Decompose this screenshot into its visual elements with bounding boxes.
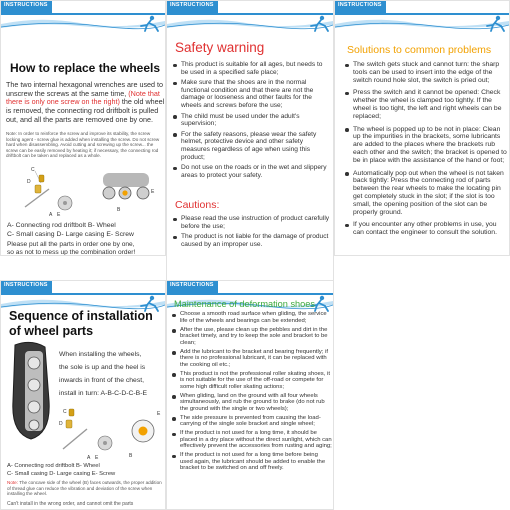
list-item: The side pressure is prevented from causing the load-carrying of the single sole bracket and single wheel;	[172, 415, 332, 428]
instructions-tab: INSTRUCTIONS	[335, 1, 386, 14]
solutions-list	[345, 61, 507, 240]
label-a: A	[87, 455, 91, 461]
list-item: After the use, please clean up the pebbles and dirt in the bracket timely, and try to keep the sole and bracket to be clean;	[172, 327, 332, 347]
warn-line2: so as not to mess up the combination order!	[7, 248, 136, 256]
panel-replace-wheels	[0, 0, 166, 256]
maintenance-list	[172, 311, 332, 475]
parts-legend	[7, 221, 134, 239]
label-e: E	[57, 212, 61, 218]
list-item: Choose a smooth road surface when gliding, the service life of the wheels and bearings can be extended;	[172, 311, 332, 324]
warn-line1: Please put all the parts in order one by one,	[7, 241, 135, 248]
cautions-title: Cautions:	[175, 199, 220, 211]
label-e2: E	[151, 189, 155, 195]
label-e: E	[95, 455, 99, 461]
list-item: Add the lubricant to the bracket and bearing frequently; if there is no professional lubricant, it can be replaced with the cooking oil etc.;	[172, 349, 332, 369]
list-item: The child must be used under the adult's supervision;	[173, 113, 331, 128]
panel-installation-sequence	[0, 280, 166, 510]
note-text: The concave side of the wheel (B) faces outwards, the proper addition of thread glue can reduce the vibration and deviation of the screw when installing the wheel.	[7, 480, 162, 496]
panel-title: Maintenance of deformation shoes	[174, 299, 315, 309]
label-b: B	[117, 207, 121, 213]
panel-title-line1: Sequence of installation	[9, 309, 153, 323]
label-d: D	[27, 179, 31, 185]
cautions-list	[173, 215, 331, 251]
label-e2: E	[157, 411, 161, 417]
instructions-tab: INSTRUCTIONS	[1, 281, 52, 294]
note-one-screw: (Note that there is only one screw on the right)	[6, 88, 160, 107]
order-warning: Can't install in the wrong order, and cannot omit the parts	[7, 501, 134, 507]
list-item: If you encounter any other problems in use, you can contact the engineer to consult the solution.	[345, 221, 507, 237]
replace-instructions	[6, 81, 166, 125]
instructions-tab: INSTRUCTIONS	[167, 281, 218, 294]
list-item: This product is not the professional roller skating shoes, it is not suitable for the use of the off-road or compete for some high difficult roller skating actions;	[172, 371, 332, 391]
legend-line2: C- Small casing D- Large casing E- Screw	[7, 470, 116, 477]
list-item: If the product is not used for a long time before being used again, the lubricant should be added to enable the bracket to be switched on and off freely.	[172, 452, 332, 472]
desc-line: inwards in front of the chest,	[59, 377, 145, 384]
list-item: The wheel is popped up to be not in place: Clean up the impurities in the brackets, some lubricants are added to the places where the brackets rub each other and the switch; the bracket is opened to be in place with the assistance of the hand or foot;	[345, 126, 507, 165]
list-item: Automatically pop out when the wheel is not taken back tightly: Press the connecting rod of parts between the rear wheels to make the locating pin get completely stuck in the slot; if the slot is too small, the opening position of the slot can be properly ground.	[345, 170, 507, 217]
panel-maintenance	[166, 280, 334, 510]
desc-line: When installing the wheels,	[59, 351, 142, 358]
skater-icon	[307, 15, 331, 32]
label-c: C	[63, 409, 67, 415]
list-item: Press the switch and it cannot be opened: Check whether the wheel is clamped too tightly. If the wheel is too tight, the left and right wheels can be replaced;	[345, 89, 507, 120]
list-item: The product is not liable for the damage of product caused by an improper use.	[173, 233, 331, 248]
safety-list	[173, 61, 331, 182]
panel-common-problems	[334, 0, 510, 256]
list-item: For the safety reasons, please wear the safety helmet, protective device and other safety measures regardless of age when using this product;	[173, 131, 331, 161]
skater-icon	[483, 15, 507, 32]
list-item: Do not use on the roads or in the wet and slippery areas to protect your safety.	[173, 164, 331, 179]
label-a: A	[49, 212, 53, 218]
install-description	[59, 348, 147, 400]
panel-title: Safety warning	[175, 40, 265, 55]
shoe-sole-illustration	[5, 341, 57, 443]
para-tail: the old wheel is removed, the connecting rod driftbolt is pulled out, and all the parts are removed one by one.	[6, 97, 165, 124]
list-item: Please read the use instruction of product carefully before the use;	[173, 215, 331, 230]
legend-line1: A- Connecting rod driftbolt B- Wheel	[7, 222, 116, 229]
panel-title: Solutions to common problems	[347, 44, 492, 56]
desc-line: install in turn: A-B-C-D-C-B-E	[59, 390, 147, 397]
list-item: When gliding, land on the ground with all four wheels simultaneously, and rub the ground to brake (do not rub the ground with the single or two wheels);	[172, 393, 332, 413]
large-casing-shape	[35, 185, 41, 193]
list-item: If the product is not used for a long time, it should be placed in a dry place without the direct sunlight, which can effectively prevent the accessories from rusting and aging;	[172, 430, 332, 450]
skate-sole-shape	[103, 173, 149, 187]
screw-glue-note: Note: In order to reinforce the screw and improve its stability, the screw locking agent - screw glue is added when installing the screw. Do not screw hard when disassembling. Avoid cutting and screwing up the screw... the screw can be easily removed by heating it; if necessary, the connecting rod driftbolt can be taken and replaced as a whole.	[6, 131, 160, 158]
panel-title-line2: of wheel parts	[9, 324, 94, 338]
list-item: Make sure that the shoes are in the normal functional condition and that there are not the damage or looseness and other faults for the wheels and screws before the use;	[173, 79, 331, 109]
list-item: This product is suitable for all ages, but needs to be used in a specified safe place;	[173, 61, 331, 76]
instructions-tab: INSTRUCTIONS	[1, 1, 52, 14]
panel-title: How to replace the wheels	[10, 61, 161, 75]
legend-line2: C- Small casing D- Large casing E- Screw	[7, 231, 134, 238]
label-b: B	[129, 453, 133, 459]
list-item: The switch gets stuck and cannot turn: the sharp tools can be used to insert into the edge of the switch round hole slot, the switch is pried out;	[345, 61, 507, 84]
parts-legend	[7, 463, 115, 478]
small-casing-shape	[39, 175, 44, 182]
order-warning	[7, 241, 135, 256]
desc-line: the sole is up and the heel is	[59, 364, 146, 371]
wheel-parts-illustration	[5, 163, 163, 219]
label-c: C	[31, 167, 35, 173]
wheel-parts-illustration	[57, 405, 163, 463]
note-label: Note:	[7, 480, 18, 485]
panel-safety-warning	[166, 0, 334, 282]
para-lead: The two internal hexagonal wrenches are used to unscrew the screws at the same time,	[6, 80, 164, 98]
label-d: D	[59, 421, 63, 427]
concave-note	[7, 480, 163, 497]
legend-line1: A- Connecting rod driftbolt B- Wheel	[7, 463, 100, 469]
instructions-tab: INSTRUCTIONS	[167, 1, 218, 14]
skater-icon	[137, 15, 161, 32]
